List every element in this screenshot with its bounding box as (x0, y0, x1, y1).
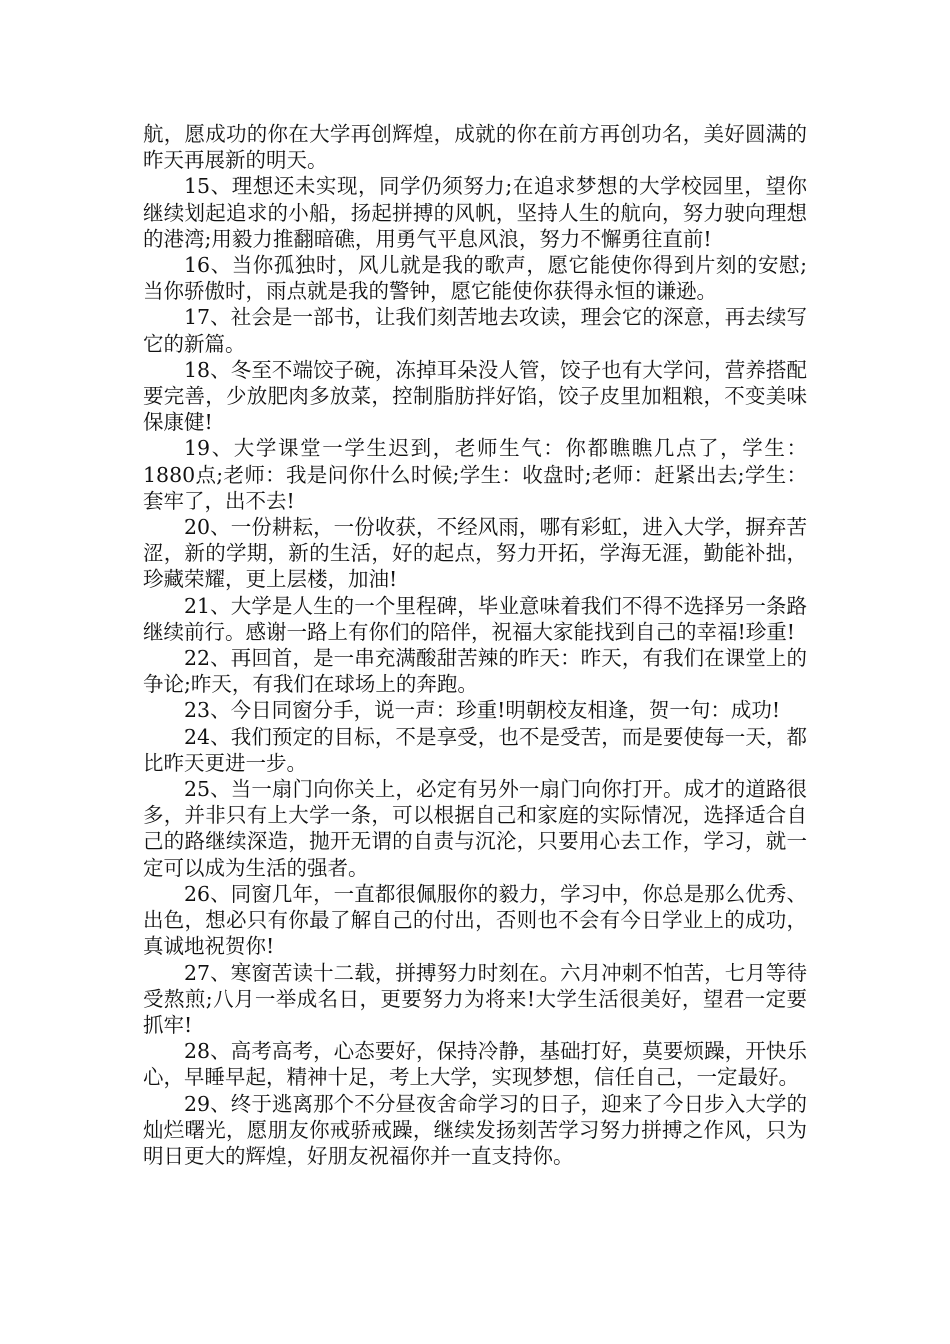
paragraph-16: 16、当你孤独时，风儿就是我的歌声，愿它能使你得到片刻的安慰;当你骄傲时，雨点就是我的警钟，愿它能使你获得永恒的谦逊。 (143, 253, 807, 304)
paragraph-27: 27、寒窗苦读十二载，拼搏努力时刻在。六月冲刺不怕苦，七月等待受熬煎;八月一举成名日，更要努力为将来!大学生活很美好，望君一定要抓牢! (143, 960, 807, 1037)
paragraph-26: 26、同窗几年，一直都很佩服你的毅力，学习中，你总是那么优秀、出色，想必只有你最了解自己的付出，否则也不会有今日学业上的成功，真诚地祝贺你! (143, 881, 807, 959)
document-body (143, 121, 807, 1169)
paragraph-28: 28、高考高考，心态要好，保持冷静，基础打好，莫要烦躁，开快乐心，早睡早起，精神十足，考上大学，实现梦想，信任自己，一定最好。 (143, 1039, 807, 1090)
paragraph-19: 19、大学课堂一学生迟到，老师生气：你都瞧瞧几点了，学生：1880点;老师：我是问你什么时候;学生：收盘时;老师：赶紧出去;学生：套牢了，出不去! (143, 436, 807, 513)
paragraph-23: 23、今日同窗分手，说一声：珍重!明朝校友相逢，贺一句：成功! (184, 698, 781, 723)
paragraph-22: 22、再回首，是一串充满酸甜苦辣的昨天：昨天，有我们在课堂上的争论;昨天，有我们在球场上的奔跑。 (143, 646, 807, 697)
paragraph-21: 21、大学是人生的一个里程碑，毕业意味着我们不得不选择另一条路继续前行。感谢一路上有你们的陪伴，祝福大家能找到自己的幸福!珍重! (143, 593, 807, 644)
paragraph-25: 25、当一扇门向你关上，必定有另外一扇门向你打开。成才的道路很多，并非只有上大学一条，可以根据自己和家庭的实际情况，选择适合自己的路继续深造，抛开无谓的自责与沉沦，只要用心去工作，学习，就一定可以成为生活的强者。 (143, 777, 807, 880)
paragraph-24: 24、我们预定的目标，不是享受，也不是受苦，而是要使每一天，都比昨天更进一步。 (143, 724, 807, 775)
paragraph-17: 17、社会是一部书，让我们刻苦地去攻读，理会它的深意，再去续写它的新篇。 (143, 305, 807, 356)
paragraph-continued: 航，愿成功的你在大学再创辉煌，成就的你在前方再创功名，美好圆满的昨天再展新的明天。 (143, 122, 807, 173)
paragraph-20: 20、一份耕耘，一份收获，不经风雨，哪有彩虹，进入大学，摒弃苦涩，新的学期，新的生活，好的起点，努力开拓，学海无涯，勤能补拙，珍藏荣耀，更上层楼，加油! (143, 515, 807, 592)
paragraph-15: 15、理想还未实现，同学仍须努力;在追求梦想的大学校园里，望你继续划起追求的小船，扬起拼搏的风帆，坚持人生的航向，努力驶向理想的港湾;用毅力推翻暗礁，用勇气平息风浪，努力不懈勇往直前! (143, 174, 807, 251)
paragraph-18: 18、冬至不端饺子碗，冻掉耳朵没人管，饺子也有大学问，营养搭配要完善，少放肥肉多放菜，控制脂肪拌好馅，饺子皮里加粗粮，不变美味保康健! (143, 357, 807, 435)
paragraph-29: 29、终于逃离那个不分昼夜舍命学习的日子，迎来了今日步入大学的灿烂曙光，愿朋友你戒骄戒躁，继续发扬刻苦学习努力拼搏之作风，只为明日更大的辉煌，好朋友祝福你并一直支持你。 (143, 1091, 807, 1168)
